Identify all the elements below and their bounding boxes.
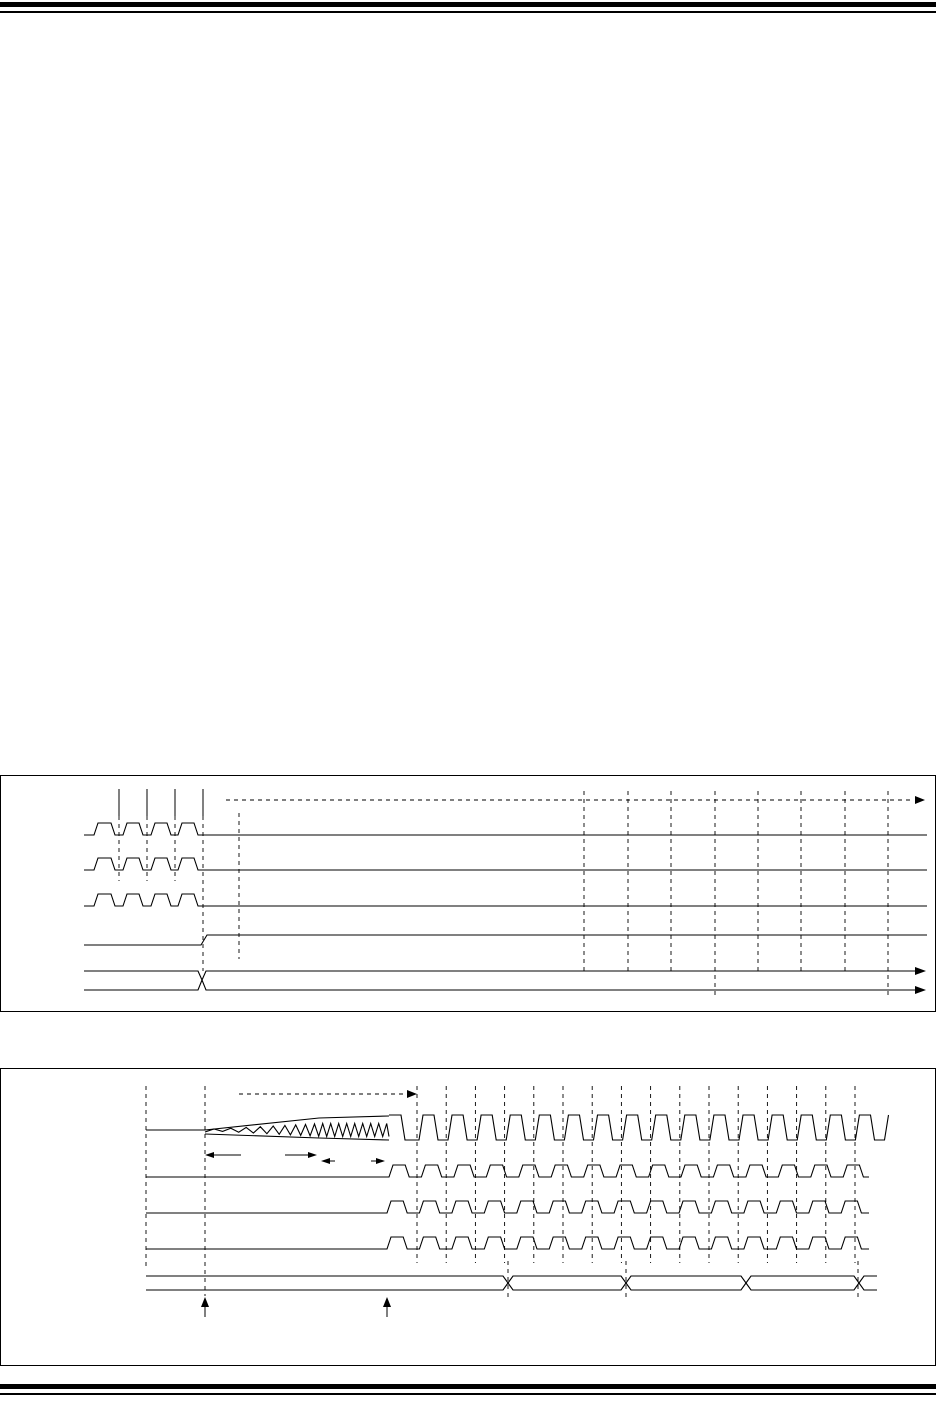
fig2-signal-4	[146, 1237, 869, 1249]
fig2-signal-3	[146, 1201, 869, 1213]
footer-thick-rule	[0, 1384, 936, 1389]
fig1-time-arrow	[226, 796, 925, 804]
fig2-start-markers	[146, 1086, 205, 1296]
fig1-left-markers	[119, 789, 239, 971]
header-thin-rule	[0, 11, 936, 13]
timing-diagram-2-canvas	[1, 1069, 936, 1367]
fig2-event-arrows	[201, 1297, 391, 1317]
timing-diagram-1	[0, 775, 936, 1012]
header-thick-rule	[0, 2, 936, 7]
timing-diagram-1-canvas	[1, 776, 936, 1013]
fig2-signal-2	[146, 1165, 869, 1177]
timing-diagram-2	[0, 1068, 936, 1366]
fig2-bus	[146, 1261, 877, 1301]
fig1-right-markers	[584, 791, 888, 996]
footer-thin-rule	[0, 1393, 936, 1395]
fig2-signal-1	[389, 1115, 889, 1140]
fig1-bus	[84, 967, 926, 994]
fig2-interval-arrows	[205, 1152, 385, 1164]
fig2-time-arrow	[239, 1090, 417, 1098]
fig2-oscillator-startup	[146, 1116, 389, 1140]
